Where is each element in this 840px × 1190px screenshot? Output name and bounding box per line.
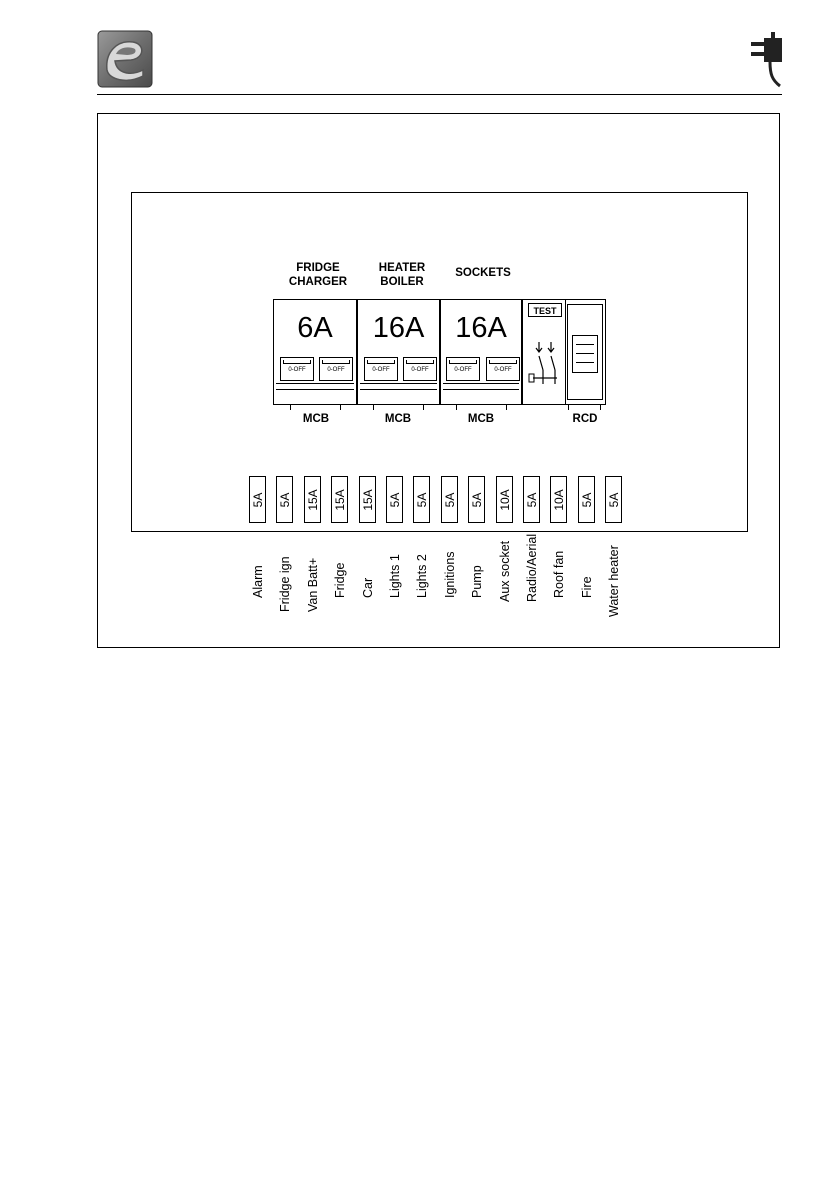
fuse-circuit-label <box>605 540 623 617</box>
mcb-switch[interactable] <box>446 357 480 381</box>
switch-label: 0-OFF <box>327 367 345 373</box>
tick <box>373 405 374 410</box>
fuse-circuit-label <box>413 540 431 598</box>
mcb-switch[interactable] <box>280 357 314 381</box>
tick <box>456 405 457 410</box>
fuse-circuit-text: Alarm <box>250 565 265 598</box>
fuse-circuit-label <box>550 540 568 598</box>
fuse-circuit-text: Water heater <box>606 545 621 617</box>
fuse-circuit-label <box>276 540 294 612</box>
mcb-sockets <box>440 299 522 405</box>
fuse[interactable] <box>386 476 403 523</box>
switch-label: 0-OFF <box>454 367 472 373</box>
mcb-rating: 6A <box>297 312 333 344</box>
fuse[interactable] <box>605 476 622 523</box>
rcd-lever[interactable] <box>567 304 603 400</box>
rcd-toggle[interactable] <box>572 335 598 373</box>
fuse-circuit-text: Roof fan <box>551 550 566 598</box>
fuse[interactable] <box>523 476 540 523</box>
tick <box>290 405 291 410</box>
fuse-circuit-text: Ignitions <box>442 551 457 598</box>
fuse-rating: 10A <box>551 488 566 511</box>
fuse-rating: 5A <box>277 492 292 507</box>
fuse-rating: 5A <box>469 492 484 507</box>
fuse-circuit-label <box>496 540 514 602</box>
rcd-divider <box>565 300 566 404</box>
fuse-rating: 5A <box>442 492 457 507</box>
tick <box>568 405 569 410</box>
fuse[interactable] <box>468 476 485 523</box>
header-rule <box>97 94 782 95</box>
mcb-switch[interactable] <box>403 357 437 381</box>
rcd-toggle-line <box>576 353 594 354</box>
fuse-rating: 5A <box>524 492 539 507</box>
switch-label: 0-OFF <box>372 367 390 373</box>
fuse-circuit-label <box>359 540 377 598</box>
fuse-circuit-label <box>249 540 267 598</box>
rail <box>276 383 354 384</box>
caption-line: HEATER <box>378 262 426 274</box>
mcb-type-label: MCB <box>467 413 495 425</box>
e-logo-icon <box>97 30 153 88</box>
switch-label: 0-OFF <box>411 367 429 373</box>
mcb-switch[interactable] <box>486 357 520 381</box>
fuse-circuit-label <box>468 540 486 598</box>
caption-sockets <box>438 266 528 280</box>
fuse[interactable] <box>578 476 595 523</box>
fuse-circuit-text: Aux socket <box>497 540 512 602</box>
caption-line: SOCKETS <box>455 267 511 279</box>
fuse[interactable] <box>331 476 348 523</box>
fuse[interactable] <box>441 476 458 523</box>
fuse-circuit-label <box>386 540 404 598</box>
fuse[interactable] <box>249 476 266 523</box>
mcb-type-label: MCB <box>302 413 330 425</box>
fuse-circuit-text: Radio/Aerial <box>524 533 539 602</box>
fuse-circuit-text: Fridge ign <box>277 556 292 612</box>
fuse-rating: 10A <box>497 488 512 511</box>
rcd-schematic-icon <box>527 340 557 390</box>
fuse-circuit-text: Lights 2 <box>414 554 429 598</box>
caption-line: BOILER <box>380 276 424 288</box>
fuse-rating: 5A <box>387 492 402 507</box>
switch-label: 0-OFF <box>494 367 512 373</box>
fuse-circuit-text: Car <box>360 577 375 598</box>
fuse[interactable] <box>304 476 321 523</box>
fuse-circuit-label <box>523 533 541 602</box>
fuse-circuit-label <box>331 540 349 598</box>
fuse-circuit-text: Lights 1 <box>387 554 402 598</box>
fuse-rating: 5A <box>250 492 265 507</box>
mcb-switch[interactable] <box>319 357 353 381</box>
rail <box>443 389 519 390</box>
tick <box>340 405 341 410</box>
fuse[interactable] <box>496 476 513 523</box>
fuse-circuit-label <box>578 540 596 598</box>
switch-label: 0-OFF <box>288 367 306 373</box>
rail <box>443 383 519 384</box>
fuse-rating: 5A <box>579 492 594 507</box>
fuse[interactable] <box>359 476 376 523</box>
fuse-circuit-label <box>441 540 459 598</box>
tick <box>423 405 424 410</box>
tick <box>600 405 601 410</box>
fuse[interactable] <box>550 476 567 523</box>
rcd-test-button[interactable]: TEST <box>528 303 562 317</box>
mcb-type-label: MCB <box>384 413 412 425</box>
fuse[interactable] <box>413 476 430 523</box>
fuse-circuit-label <box>304 540 322 612</box>
fuse-rating: 5A <box>414 492 429 507</box>
caption-line: FRIDGE <box>296 262 340 274</box>
fuse-circuit-text: Pump <box>469 565 484 598</box>
rail <box>276 389 354 390</box>
rcd-toggle-line <box>576 344 594 345</box>
fuse-rating: 15A <box>332 488 347 511</box>
mcb-rating: 16A <box>372 312 425 344</box>
fuse-rating: 15A <box>305 488 320 511</box>
rail <box>360 389 437 390</box>
fuse-circuit-text: Fridge <box>332 562 347 598</box>
fuse-circuit-text: Fire <box>579 576 594 598</box>
fuse-circuit-text: Van Batt+ <box>305 557 320 612</box>
mcb-fridge-charger <box>273 299 357 405</box>
caption-heater-boiler <box>357 261 447 289</box>
mcb-heater-boiler <box>357 299 440 405</box>
rail <box>360 383 437 384</box>
plug-icon <box>748 32 788 88</box>
mcb-rating: 16A <box>455 312 507 344</box>
fuse[interactable] <box>276 476 293 523</box>
fuse-rating: 5A <box>606 492 621 507</box>
rcd-toggle-line <box>576 362 594 363</box>
tick <box>506 405 507 410</box>
rcd-type-label: RCD <box>572 413 598 425</box>
caption-fridge-charger <box>273 261 363 289</box>
caption-line: CHARGER <box>288 276 348 288</box>
fuse-rating: 15A <box>360 488 375 511</box>
rcd <box>522 299 606 405</box>
mcb-switch[interactable] <box>364 357 398 381</box>
